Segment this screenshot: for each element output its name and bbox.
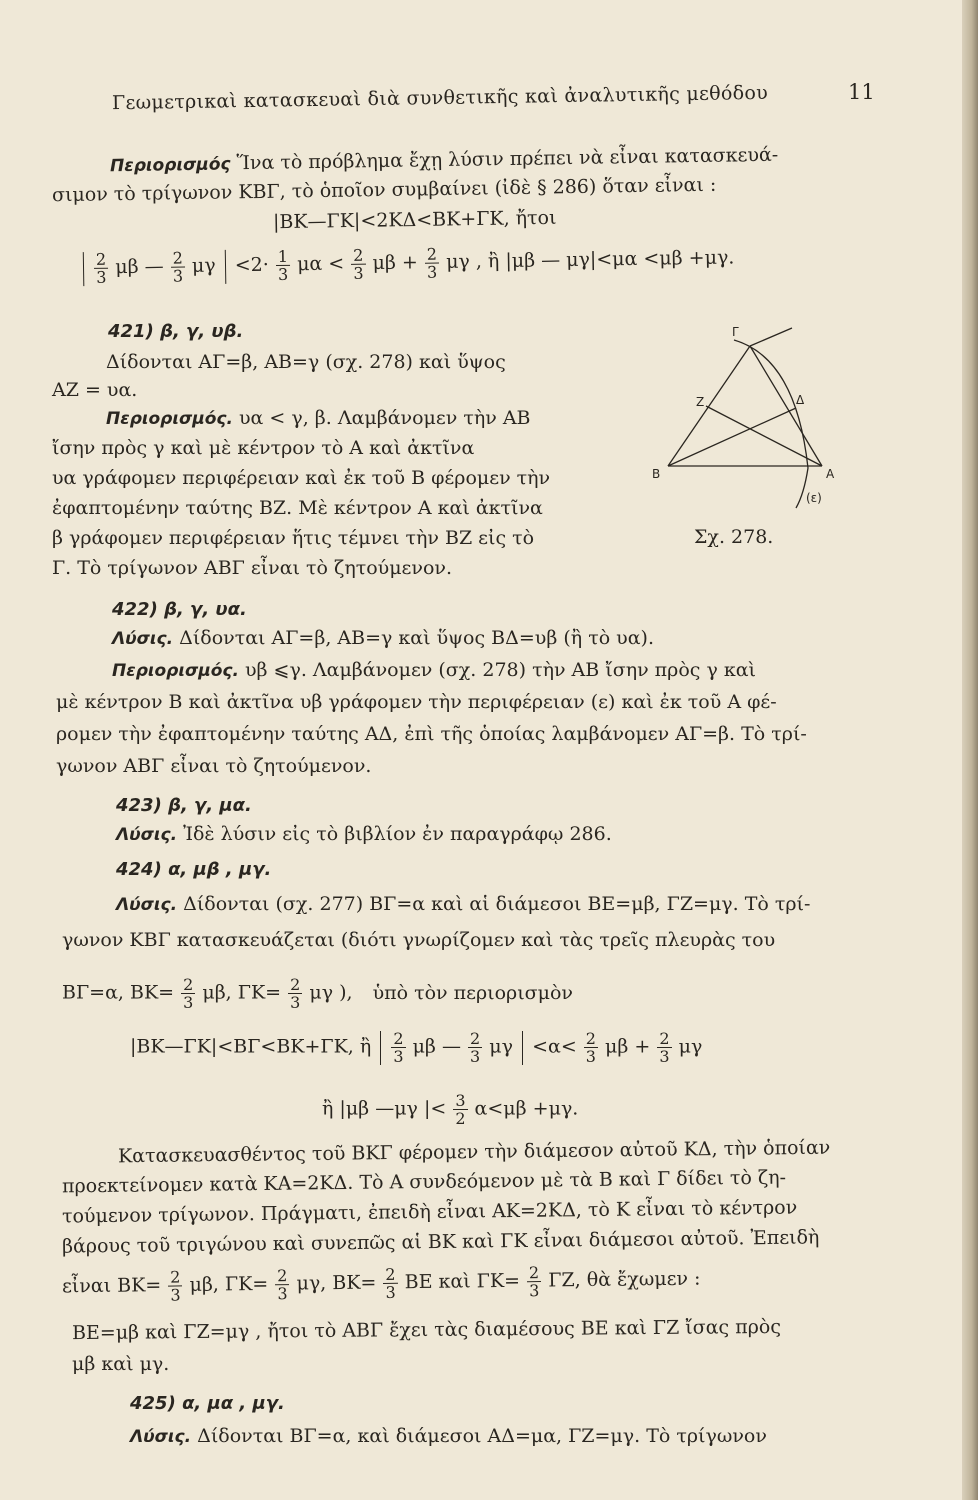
fraction: $\frac{2}{3}$ — [277, 1266, 288, 1304]
p424-line-2: γωνον ΚΒΓ κατασκευάζεται (διότι γνωρίζομεν καὶ τὰς τρεῖς πλευρὰς του — [62, 929, 776, 951]
p425-line-1 — [130, 1424, 767, 1449]
p421-line-8: Γ. Τὸ τρίγωνον ΑΒΓ εἶναι τὸ ζητούμενον. — [52, 557, 452, 579]
lt-sign: < — [328, 252, 345, 275]
figure-caption: Σχ. 278. — [694, 526, 774, 548]
intro-line-2: σιμον τὸ τρίγωνον ΚΒΓ, τὸ ὁποῖον συμβαίνει (ἰδὲ § 286) ὅταν εἶναι : — [51, 173, 717, 207]
eq2-part-a: |ΒΚ—ΓΚ|<ΒΓ<ΒΚ+ΓΚ, ἢ — [130, 1035, 372, 1058]
p421-line-7: β γράφομεν περιφέρειαν ἥτις τέμνει τὴν ΒΖ εἰς τὸ — [52, 527, 535, 549]
intro-inequality-tail: , ἢ |μβ — μγ|<μα <μβ +μγ. — [475, 246, 735, 273]
p424-line-6: βάρους τοῦ τριγώνου καὶ συνεπῶς αἱ ΒΚ καὶ ΓΚ εἶναι διάμεσοι αὐτοῦ. Ἐπειδὴ — [61, 1226, 820, 1258]
figure-278 — [646, 318, 846, 528]
p423-sol-label: Λύσις. — [116, 825, 178, 845]
tangent-line — [750, 328, 792, 346]
eq1-part-c: μγ ), — [309, 981, 353, 1004]
fraction: $\frac{2}{3}$ — [170, 1267, 181, 1305]
p421-line-2: ΑΖ = υα. — [52, 379, 138, 401]
eq1-part-b: μβ, ΓΚ= — [202, 981, 282, 1004]
p423-sol-text: Ἰδὲ λύσιν εἰς τὸ βιβλίον ἐν παραγράφῳ 286. — [183, 823, 612, 845]
p422-per-label: Περιορισμός. — [112, 661, 239, 681]
label-Z: Ζ — [696, 395, 705, 409]
page-edge — [962, 0, 978, 1500]
problem-424-heading: 424) α, μβ , μγ. — [116, 859, 272, 880]
minus-sign: — — [441, 1035, 461, 1058]
eq3-part-a: ἢ |μβ —μγ |< — [322, 1097, 447, 1120]
fraction: $\frac{3}{2}$ — [455, 1091, 466, 1128]
p422-line-3: ρομεν τὴν ἐφαπτομένην ταύτης ΑΔ, ἐπὶ τῆς ὁποίας λαμβάνομεν ΑΓ=β. Τὸ τρί- — [56, 723, 807, 745]
intro-text-1: Ἵνα τὸ πρόβλημα ἔχῃ λύσιν πρέπει νὰ εἶναι κατασκευά- — [236, 143, 779, 175]
fraction: $\frac{2}{3}$ — [659, 1029, 670, 1066]
p421-label: Περιορισμός. — [106, 409, 233, 429]
p422-solution — [112, 626, 654, 651]
intro-label: Περιορισμός — [109, 154, 231, 177]
p421-line-6: ἐφαπτομένην ταύτης ΒΖ. Μὲ κέντρον Α καὶ ἀκτῖνα — [52, 497, 543, 519]
abs-bar — [224, 249, 226, 283]
eq3-part-b: α<μβ +μγ. — [474, 1097, 579, 1120]
alpha-lt: <α< — [532, 1035, 577, 1058]
fraction: $\frac{2}{3}$ — [385, 1264, 396, 1302]
eq4-part-d: ΒΕ καὶ ΓΚ= — [404, 1269, 521, 1294]
p421-line-3 — [106, 406, 531, 431]
mu-b: μβ — [605, 1035, 629, 1058]
eq1-part-a: ΒΓ=α, ΒΚ= — [62, 981, 175, 1004]
eq4-part-e: ΓΖ, θὰ ἔχωμεν : — [548, 1267, 701, 1292]
p424-equation-3 — [322, 1092, 578, 1127]
p421-line-1: Δίδονται ΑΓ=β, ΑΒ=γ (σχ. 278) καὶ ὕψος — [106, 351, 506, 373]
fraction: $\frac{2}{3}$ — [585, 1029, 596, 1066]
running-header: Γεωμετρικαὶ κατασκευαὶ διὰ συνθετικῆς καὶ ἀναλυτικῆς μεθόδου — [111, 81, 769, 115]
p424-equation-4 — [62, 1262, 701, 1305]
p421-line-5: υα γράφομεν περιφέρειαν καὶ ἐκ τοῦ Β φέρομεν τὴν — [52, 467, 551, 489]
p424-line-7: ΒΕ=μβ καὶ ΓΖ=μγ , ἤτοι τὸ ΑΒΓ ἔχει τὰς διαμέσους ΒΕ καὶ ΓΖ ἴσας πρὸς — [71, 1315, 782, 1345]
p424-text-1: Δίδονται (σχ. 277) ΒΓ=α καὶ αἱ διάμεσοι ΒΕ=μβ, ΓΖ=μγ. Τὸ τρί- — [183, 893, 811, 915]
p425-text-1: Δίδονται ΒΓ=α, καὶ διάμεσοι ΑΔ=μα, ΓΖ=μγ. Τὸ τρίγωνον — [197, 1425, 767, 1447]
p424-line-1 — [116, 892, 810, 917]
fraction: $\frac{2}{3}$ — [172, 248, 184, 286]
eq4-part-b: μβ, ΓΚ= — [189, 1272, 269, 1296]
p424-equation-1 — [62, 976, 573, 1011]
abs-bar — [83, 252, 85, 286]
fraction: $\frac{2}{3}$ — [183, 975, 194, 1012]
p424-sol-label: Λύσις. — [116, 895, 178, 915]
p424-line-4: προεκτείνομεν κατὰ ΚΑ=2ΚΔ. Τὸ Α συνδεόμενον μὲ τὰ Β καὶ Γ δίδει τὸ ζη- — [61, 1166, 787, 1198]
p422-line-4: γωνον ΑΒΓ εἶναι τὸ ζητούμενον. — [56, 755, 372, 777]
p424-line-5: τούμενον τρίγωνον. Πράγματι, ἐπειδὴ εἶναι ΑΚ=2ΚΔ, τὸ Κ εἶναι τὸ κέντρον — [61, 1196, 798, 1228]
fraction: $\frac{2}{3}$ — [426, 244, 438, 282]
p421-text-3: υα < γ, β. Λαμβάνομεν τὴν ΑΒ — [238, 407, 531, 429]
mu-a: μα — [296, 252, 323, 276]
mu-g: μγ — [678, 1035, 703, 1058]
label-G: Γ — [732, 325, 739, 339]
fraction: $\frac{2}{3}$ — [470, 1029, 481, 1066]
label-D: Δ — [796, 393, 805, 407]
plus-sign: + — [634, 1035, 651, 1058]
p421-line-4: ἴσην πρὸς γ καὶ μὲ κέντρον τὸ Α καὶ ἀκτῖνα — [52, 437, 475, 459]
fraction: $\frac{2}{3}$ — [353, 245, 364, 283]
fraction: $\frac{2}{3}$ — [290, 975, 301, 1012]
p422-text-1: υβ ⩽γ. Λαμβάνομεν (σχ. 278) τὴν ΑΒ ἴσην πρὸς γ καὶ — [244, 659, 757, 681]
intro-inequality-2 — [80, 241, 735, 286]
eq1-tail: ὑπὸ τὸν περιορισμὸν — [372, 981, 573, 1004]
fraction: $\frac{2}{3}$ — [528, 1263, 540, 1301]
lt-two: <2· — [234, 253, 270, 277]
mu-b: μβ — [115, 255, 139, 279]
p422-sol-text: Δίδονται ΑΓ=β, ΑΒ=γ καὶ ὕψος ΒΔ=υβ (ἢ τὸ υα). — [179, 627, 655, 649]
p422-sol-label: Λύσις. — [112, 629, 174, 649]
minus-sign: — — [144, 255, 164, 278]
p423-solution — [116, 822, 612, 847]
abs-bar — [522, 1031, 523, 1065]
intro-inequality-1: |ΒΚ—ΓΚ|<2ΚΔ<ΒΚ+ΓΚ, ἤτοι — [272, 206, 557, 234]
mu-g: μγ — [191, 254, 216, 277]
label-B: Β — [652, 467, 661, 481]
mu-b: μβ — [372, 251, 397, 275]
p422-line-1 — [112, 658, 756, 683]
fraction: $\frac{2}{3}$ — [95, 249, 107, 287]
abs-bar — [380, 1031, 381, 1065]
p424-equation-2 — [130, 1030, 702, 1065]
eq4-part-c: μγ, ΒΚ= — [296, 1271, 377, 1295]
fraction: $\frac{2}{3}$ — [393, 1029, 404, 1066]
mu-g: μγ — [489, 1035, 513, 1058]
problem-423-heading: 423) β, γ, μα. — [116, 795, 252, 816]
problem-421-heading: 421) β, γ, υβ. — [108, 321, 244, 342]
p424-line-8: μβ καὶ μγ. — [72, 1353, 170, 1375]
problem-425-heading: 425) α, μα , μγ. — [130, 1393, 285, 1414]
p425-sol-label: Λύσις. — [130, 1427, 192, 1447]
p422-line-2: μὲ κέντρον Β καὶ ἀκτῖνα υβ γράφομεν τὴν περιφέρειαν (ε) καὶ ἐκ τοῦ Α φέ- — [56, 691, 777, 713]
plus-sign: + — [401, 251, 419, 274]
label-E: (ε) — [806, 491, 822, 505]
fraction: $\frac{1}{3}$ — [277, 246, 289, 285]
page-number: 11 — [848, 80, 875, 104]
p424-line-3: Κατασκευασθέντος τοῦ ΒΚΓ φέρομεν τὴν διάμεσον αὐτοῦ ΚΔ, τὴν ὁποίαν — [117, 1136, 831, 1168]
label-A: Α — [826, 467, 835, 481]
mu-g: μγ — [445, 250, 471, 273]
problem-422-heading: 422) β, γ, υα. — [112, 599, 247, 620]
eq4-part-a: εἶναι ΒΚ= — [61, 1274, 162, 1298]
mu-b: μβ — [412, 1035, 436, 1058]
